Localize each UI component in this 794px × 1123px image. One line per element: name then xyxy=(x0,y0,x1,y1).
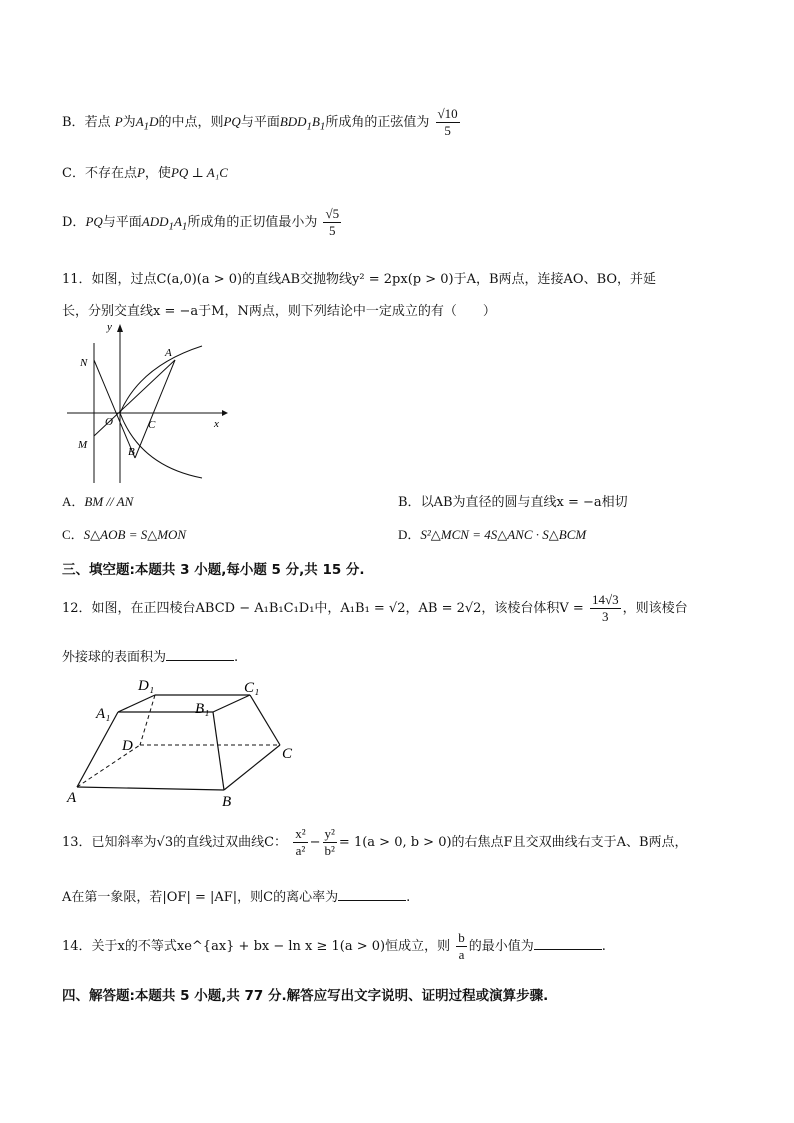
option-c-prev: C．不存在点P，使PQ ⊥ A₁C xyxy=(62,165,228,181)
q11-option-d: D．S²△MCN = 4S△ANC · S△BCM xyxy=(398,527,587,542)
fig-label-o: O xyxy=(105,416,113,428)
q13-line1: 13．已知斜率为√3的直线过双曲线C： $\frac{\text{x²}}{\text{a²}}$ − $\frac{\text{y²}}{\text{b²}}$ = 1(a > 0, b > 0)的右焦点F且交双曲线右支于A、B两点， xyxy=(62,826,688,858)
answer-blank[interactable] xyxy=(166,648,234,661)
fraction-x2-a2: $\frac{\text{x²}}{\text{a²}}$ xyxy=(295,826,306,858)
q11-line1: 11．如图，过点C(a,0)(a > 0)的直线AB交抛物线y² = 2px(p > 0)于A，B两点，连接AO、BO，并延 xyxy=(62,272,657,287)
q13-line2: A在第一象限，若|OF| = |AF|，则C的离心率为 . xyxy=(62,890,411,905)
fig-label-n: N xyxy=(80,357,88,369)
fig-label-a: A xyxy=(67,790,77,806)
section-3-heading: 三、填空题:本题共 3 小题,每小题 5 分,共 15 分. xyxy=(62,562,365,578)
fig-label-c1: C₁ xyxy=(244,680,260,696)
fig-label-y: y xyxy=(107,321,112,333)
q12-line1: 12．如图，在正四棱台ABCD − A₁B₁C₁D₁中，A₁B₁ = √2，AB = 2√2，该棱台体积V = $\frac{14√3}{3}$ ，则该棱台 xyxy=(62,592,688,624)
fraction-y2-b2: $\frac{\text{y²}}{\text{b²}}$ xyxy=(324,826,335,858)
fig-label-d1: D₁ xyxy=(138,678,155,694)
fig-label-m: M xyxy=(78,439,88,451)
fig-label-b1: B₁ xyxy=(195,701,210,717)
q11-option-c: C．S△AOB = S△MON xyxy=(62,527,187,542)
fig-label-b: B xyxy=(222,794,232,810)
section-4-heading: 四、解答题:本题共 5 小题,共 77 分.解答应写出文字说明、证明过程或演算步骤. xyxy=(62,988,549,1004)
answer-blank[interactable] xyxy=(338,888,406,901)
q11-option-a: A．BM // AN xyxy=(62,494,134,509)
answer-blank[interactable] xyxy=(534,937,602,950)
q12-line2: 外接球的表面积为 . xyxy=(62,650,239,665)
fraction-sqrt10-over-5: $\frac{√10}{5}$ xyxy=(437,106,458,138)
fraction-sqrt5-over-5: $\frac{√5}{5}$ xyxy=(325,206,340,238)
fraction-b-over-a: $\frac{b}{a}$ xyxy=(458,930,465,962)
fraction-volume: $\frac{14√3}{3}$ xyxy=(591,592,619,624)
q14-line1: 14．关于x的不等式xe^{ax} + bx − ln x ≥ 1(a > 0)恒成立，则 $\frac{b}{a}$ 的最小值为 . xyxy=(62,930,606,962)
q11-line2: 长，分别交直线x = −a于M，N两点，则下列结论中一定成立的有（ ） xyxy=(62,304,496,319)
option-d-prev: D．PQ与平面$ADD_1A_1$所成角的正切值最小为 $\frac{√5}{5}$ xyxy=(62,206,340,238)
fig-label-b: B xyxy=(128,446,135,458)
q11-parabola-figure xyxy=(62,318,237,488)
fig-label-c: C xyxy=(148,419,156,431)
q12-frustum-figure xyxy=(62,670,312,810)
fig-label-d: D xyxy=(122,738,133,754)
option-b-prev: B．若点 P为$A_1D$的中点，则PQ与平面$BDD_1B_1$所成角的正弦值为 $\frac{√10}{5}$ xyxy=(62,106,458,138)
fig-label-a1: A₁ xyxy=(96,706,111,722)
fig-label-c: C xyxy=(282,746,293,762)
q11-option-b: B．以AB为直径的圆与直线x = −a相切 xyxy=(398,495,628,510)
fig-label-x: x xyxy=(214,418,219,430)
fig-label-a: A xyxy=(165,347,172,359)
